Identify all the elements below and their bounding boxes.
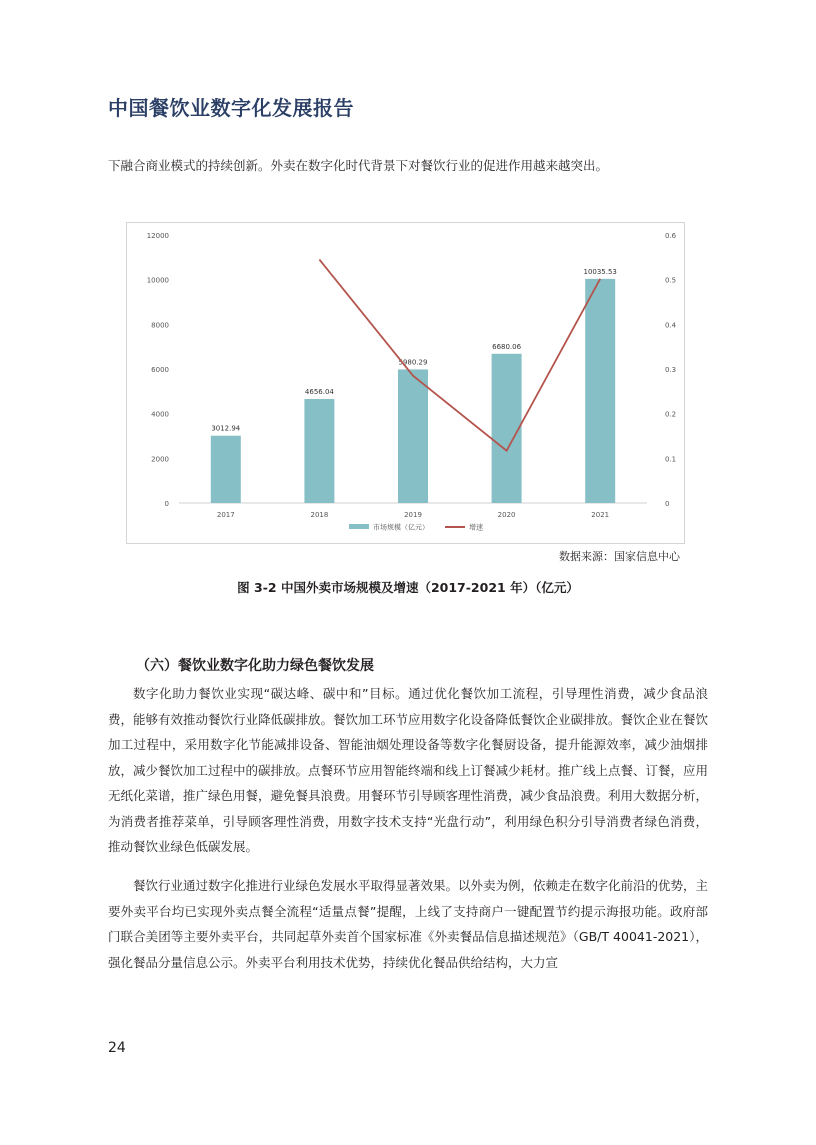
y-right-tick-label: 0 xyxy=(665,500,670,508)
y-left-tick-label: 12000 xyxy=(146,232,169,240)
x-tick-label: 2021 xyxy=(591,511,610,519)
data-label: 4656.04 xyxy=(304,388,334,397)
data-source: 数据来源：国家信息中心 xyxy=(559,550,680,563)
y-right-tick-label: 0.3 xyxy=(665,366,677,374)
bar xyxy=(585,279,615,503)
section-heading: （六）餐饮业数字化助力绿色餐饮发展 xyxy=(136,658,374,674)
y-right-tick-label: 0.1 xyxy=(665,455,677,464)
x-tick-label: 2017 xyxy=(216,511,235,519)
data-label: 10035.53 xyxy=(583,267,617,276)
x-tick-label: 2020 xyxy=(497,511,516,519)
data-label: 5980.29 xyxy=(398,358,428,367)
bar xyxy=(492,354,522,503)
y-right-tick-label: 0.6 xyxy=(665,232,677,240)
legend-label: 市场规模（亿元） xyxy=(373,523,429,532)
data-label: 6680.06 xyxy=(492,342,522,351)
y-left-tick-label: 4000 xyxy=(151,410,169,419)
bar xyxy=(304,399,334,503)
y-left-tick-label: 0 xyxy=(164,500,169,508)
y-left-tick-label: 8000 xyxy=(151,321,169,330)
x-tick-label: 2019 xyxy=(404,511,422,519)
y-left-tick-label: 10000 xyxy=(146,276,169,285)
x-tick-label: 2018 xyxy=(310,511,329,519)
intro-text: 下融合商业模式的持续创新。外卖在数字化时代背景下对餐饮行业的促进作用越来越突出。 xyxy=(108,158,609,173)
y-right-tick-label: 0.4 xyxy=(665,321,677,330)
paragraph: 数字化助力餐饮业实现“碳达峰、碳中和”目标。通过优化餐饮加工流程，引导理性消费，减少食品浪费，能够有效推动餐饮行业降低碳排放。餐饮加工环节应用数字化设备降低餐饮企业碳排放。餐饮企业在餐饮加工过程中，采用数字化节能减排设备、智能油烟处理设备等数字化餐厨设备，提升能源效率，减少油烟排放，减少餐饮加工过程中的碳排放。点餐环节应用智能终端和线上订餐减少耗材。推广线上点餐、订餐，应用无纸化菜谱，推广绿色用餐，避免餐具浪费。用餐环节引导顾客理性消费，减少食品浪费。利用大数据分析，为消费者推荐菜单，引导顾客理性消费，用数字技术支持“光盘行动”，利用绿色积分引导消费者绿色消费，推动餐饮业绿色低碳发展。 xyxy=(108,686,709,854)
y-right-tick-label: 0.2 xyxy=(665,410,677,419)
legend-swatch-bar xyxy=(349,524,369,529)
data-label: 3012.94 xyxy=(211,424,241,433)
legend-label: 增速 xyxy=(469,523,483,532)
paragraph: 餐饮行业通过数字化推进行业绿色发展水平取得显著效果。以外卖为例，依赖走在数字化前沿的优势，主要外卖平台均已实现外卖点餐全流程“适量点餐”提醒，上线了支持商户一键配置节约提示海报功能。政府部门联合美团等主要外卖平台，共同起草外卖首个国家标准《外卖餐品信息描述规范》（GB/T 40041-2021），强化餐品分量信息公示。外卖平台利用技术优势，持续优化餐品供给结构，大力宣 xyxy=(108,878,709,970)
report-title: 中国餐饮业数字化发展报告 xyxy=(108,96,354,120)
market-chart xyxy=(127,223,684,543)
growth-line xyxy=(319,260,600,451)
bar xyxy=(398,369,428,503)
chart-frame xyxy=(126,222,685,544)
bar xyxy=(211,436,241,503)
y-left-tick-label: 2000 xyxy=(151,455,169,464)
y-right-tick-label: 0.5 xyxy=(665,276,677,285)
page-number: 24 xyxy=(108,1040,126,1056)
figure-caption: 图 3-2 中国外卖市场规模及增速（2017-2021 年）（亿元） xyxy=(237,580,579,595)
y-left-tick-label: 6000 xyxy=(151,366,169,374)
